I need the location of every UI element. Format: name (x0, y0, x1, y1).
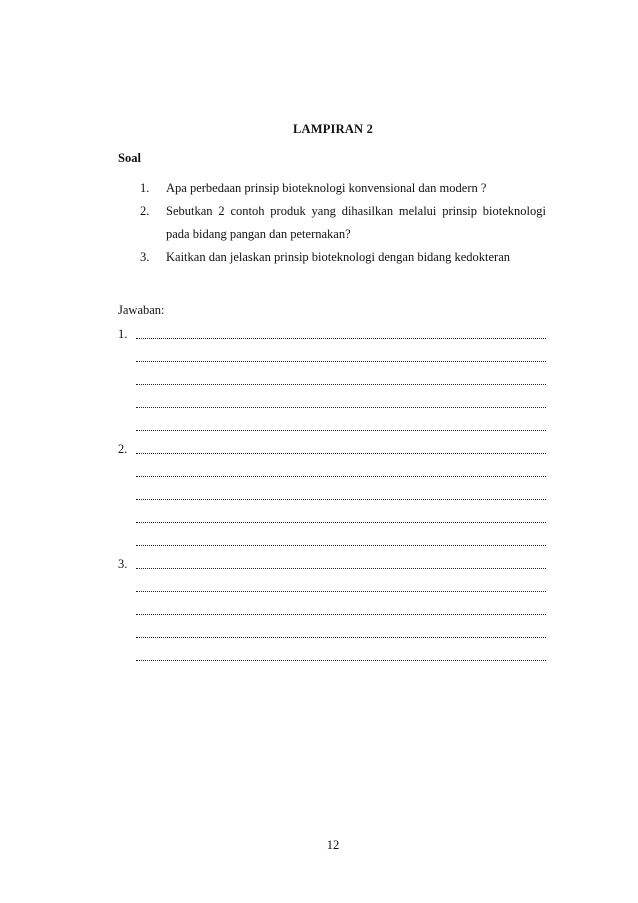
dotted-line (136, 499, 546, 500)
dotted-line (136, 338, 546, 339)
question-text-line: pada bidang pangan dan peternakan? (166, 227, 351, 241)
dotted-line (136, 637, 546, 638)
answer-line (118, 553, 546, 576)
dotted-line (136, 591, 546, 592)
answer-line (118, 438, 546, 461)
answer-line (118, 645, 546, 668)
page-number: 12 (326, 838, 340, 852)
question-item (118, 200, 546, 246)
dotted-line (136, 660, 546, 661)
question-text-line: Sebutkan 2 contoh produk yang dihasilkan melalui prinsip bioteknologi (166, 204, 546, 218)
dotted-line (136, 407, 546, 408)
question-text: Kaitkan dan jelaskan prinsip bioteknologi dengan bidang kedokteran (166, 250, 511, 264)
question-number: 3. (140, 250, 150, 264)
question-text (166, 200, 546, 246)
dotted-line (136, 568, 546, 569)
page-title: LAMPIRAN 2 (292, 122, 374, 136)
question-item (118, 246, 546, 269)
dotted-line (136, 545, 546, 546)
question-item (118, 177, 546, 200)
answer-line (118, 369, 546, 392)
dotted-line (136, 430, 546, 431)
answer-label: Jawaban: (118, 303, 165, 317)
dotted-line (136, 384, 546, 385)
question-text: Apa perbedaan prinsip bioteknologi konvensional dan modern ? (166, 181, 487, 195)
answer-number: 3. (118, 557, 128, 571)
answer-line (118, 323, 546, 346)
answer-line (118, 576, 546, 599)
answer-line (118, 346, 546, 369)
dotted-line (136, 361, 546, 362)
question-number: 1. (140, 181, 150, 195)
question-number: 2. (140, 204, 150, 218)
question-list (118, 177, 546, 269)
answer-line (118, 415, 546, 438)
answer-number: 1. (118, 327, 128, 341)
dotted-line (136, 522, 546, 523)
answer-line (118, 507, 546, 530)
answer-area (118, 323, 546, 668)
answer-line (118, 484, 546, 507)
dotted-line (136, 476, 546, 477)
answer-line (118, 622, 546, 645)
dotted-line (136, 453, 546, 454)
answer-line (118, 599, 546, 622)
answer-line (118, 461, 546, 484)
dotted-line (136, 614, 546, 615)
answer-number: 2. (118, 442, 128, 456)
section-label-soal: Soal (118, 151, 141, 165)
answer-line (118, 530, 546, 553)
answer-line (118, 392, 546, 415)
